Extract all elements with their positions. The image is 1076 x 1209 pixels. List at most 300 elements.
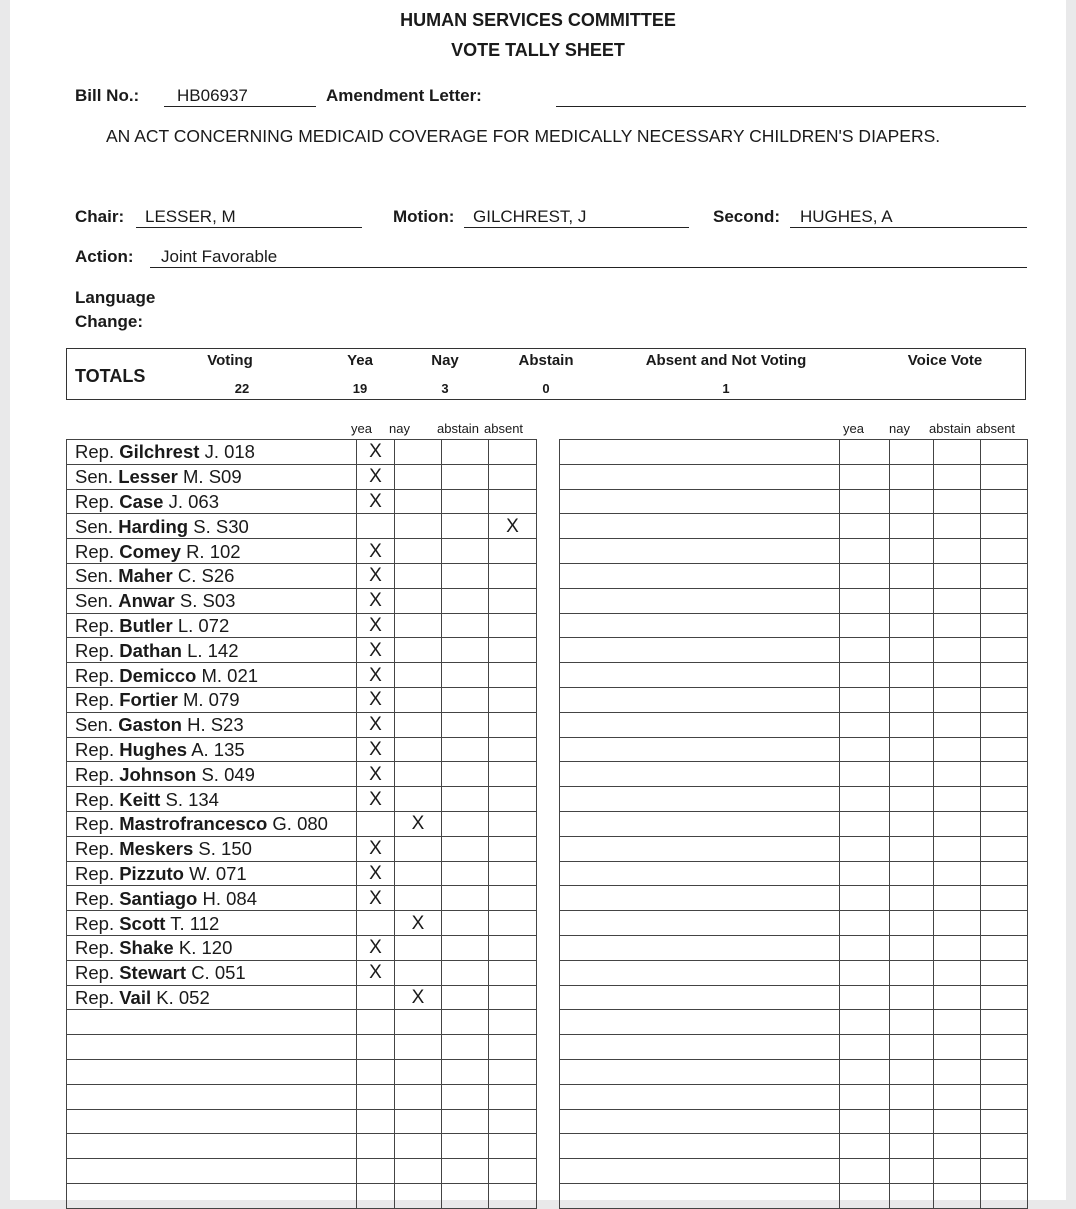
abstain-cell [442, 687, 489, 712]
nay-cell [890, 588, 934, 613]
abstain-cell [934, 836, 981, 861]
action-underline [150, 267, 1027, 268]
chair-underline [136, 227, 362, 228]
name-cell [560, 440, 840, 465]
member-last-name: Keitt [119, 788, 161, 810]
member-row [67, 638, 537, 663]
nay-cell [890, 440, 934, 465]
abstain-cell [442, 811, 489, 836]
abstain-cell [442, 935, 489, 960]
member-last-name: Dathan [119, 639, 182, 661]
abstain-cell [934, 935, 981, 960]
member-row [67, 613, 537, 638]
name-cell [560, 1010, 840, 1035]
member-initial-district: J. 018 [204, 441, 255, 463]
motion-underline [464, 227, 689, 228]
language-change-label-2: Change: [75, 312, 143, 331]
yea-cell [840, 762, 890, 787]
nay-cell [890, 712, 934, 737]
abstain-cell [442, 539, 489, 564]
nay-cell [395, 489, 442, 514]
member-row [67, 440, 537, 465]
abstain-cell [442, 886, 489, 911]
member-name-cell [67, 811, 357, 836]
member-row [67, 514, 537, 539]
nay-cell [890, 762, 934, 787]
vote-mark: X [369, 540, 382, 562]
yea-cell [840, 712, 890, 737]
vote-mark: X [369, 490, 382, 512]
abstain-cell [442, 1109, 489, 1134]
abstain-cell [442, 737, 489, 762]
blank-row [560, 811, 1028, 836]
nay-cell [395, 1010, 442, 1035]
absent-cell [489, 1183, 537, 1208]
abstain-cell [934, 811, 981, 836]
absent-cell [981, 762, 1028, 787]
yea-cell [840, 663, 890, 688]
member-name-cell [67, 440, 357, 465]
abstain-total: 0 [542, 381, 550, 396]
name-cell [560, 960, 840, 985]
member-prefix: Rep. [75, 813, 115, 835]
language-change-label-1: Language [75, 288, 156, 307]
absent-cell [489, 960, 537, 985]
absent-cell [489, 712, 537, 737]
yea-cell [840, 464, 890, 489]
blank-row [560, 489, 1028, 514]
member-prefix: Rep. [75, 962, 115, 984]
nay-cell [395, 1035, 442, 1060]
nay-cell [395, 787, 442, 812]
member-last-name: Johnson [119, 763, 197, 785]
nay-cell [395, 1159, 442, 1184]
member-initial-district: T. 112 [170, 912, 220, 934]
nay-cell [395, 613, 442, 638]
absent-cell [981, 1010, 1028, 1035]
absent-cell [489, 638, 537, 663]
blank-row [560, 886, 1028, 911]
nay-cell [890, 1084, 934, 1109]
member-row [67, 712, 537, 737]
abstain-cell [934, 539, 981, 564]
abstain-cell [442, 663, 489, 688]
abstain-cell [934, 985, 981, 1010]
abstain-cell [442, 836, 489, 861]
nay-cell [890, 911, 934, 936]
yea-cell [840, 960, 890, 985]
member-name-cell [67, 836, 357, 861]
absent-cell [981, 960, 1028, 985]
abstain-cell [934, 886, 981, 911]
abstain-cell [442, 1159, 489, 1184]
nay-cell [890, 464, 934, 489]
abstain-cell [442, 1084, 489, 1109]
yea-cell [840, 514, 890, 539]
name-cell [560, 886, 840, 911]
abstain-cell [442, 440, 489, 465]
member-prefix: Rep. [75, 838, 115, 860]
yea-cell [840, 613, 890, 638]
nay-cell [395, 687, 442, 712]
member-last-name: Lesser [118, 466, 178, 488]
nay-cell [395, 464, 442, 489]
name-cell [560, 687, 840, 712]
vote-mark: X [411, 912, 425, 934]
yea-cell [357, 811, 395, 836]
yea-cell [357, 663, 395, 688]
member-prefix: Rep. [75, 763, 115, 785]
right-yea-col-header: yea [843, 421, 864, 436]
name-cell [560, 737, 840, 762]
yea-cell [840, 787, 890, 812]
absent-cell [489, 539, 537, 564]
member-initial-district: M. 079 [182, 689, 240, 711]
member-last-name: Hughes [119, 738, 188, 760]
name-cell [560, 1035, 840, 1060]
nay-cell [890, 638, 934, 663]
abstain-cell [442, 563, 489, 588]
yea-cell [357, 440, 395, 465]
yea-cell [840, 836, 890, 861]
vote-mark: X [369, 937, 382, 959]
member-row [67, 1010, 537, 1035]
member-prefix: Rep. [75, 664, 115, 686]
member-prefix: Rep. [75, 614, 115, 636]
absent-cell [489, 762, 537, 787]
member-prefix: Rep. [75, 937, 115, 959]
member-prefix: Rep. [75, 490, 115, 512]
name-cell [560, 861, 840, 886]
abstain-cell [934, 737, 981, 762]
abstain-cell [934, 787, 981, 812]
nay-cell [890, 663, 934, 688]
abstain-cell [442, 588, 489, 613]
yea-cell [840, 1084, 890, 1109]
absent-total: 1 [722, 381, 730, 396]
sheet-title: VOTE TALLY SHEET [451, 40, 625, 60]
absent-cell [489, 836, 537, 861]
member-initial-district: K. 120 [178, 937, 233, 959]
member-prefix: Rep. [75, 788, 115, 810]
absent-cell [981, 911, 1028, 936]
absent-cell [981, 1035, 1028, 1060]
name-cell [560, 811, 840, 836]
vote-mark: X [369, 714, 382, 736]
abstain-cell [934, 440, 981, 465]
nay-cell [395, 762, 442, 787]
absent-cell [981, 440, 1028, 465]
yea-cell [840, 861, 890, 886]
absent-cell [489, 1059, 537, 1084]
name-cell [560, 539, 840, 564]
member-prefix: Sen. [75, 565, 114, 587]
absent-cell [489, 935, 537, 960]
member-name-cell [67, 663, 357, 688]
member-last-name: Shake [119, 937, 174, 959]
abstain-cell [442, 1183, 489, 1208]
nay-cell [395, 1084, 442, 1109]
yea-cell [357, 935, 395, 960]
blank-row [560, 911, 1028, 936]
member-last-name: Harding [118, 515, 189, 537]
yea-cell [357, 1183, 395, 1208]
abstain-cell [934, 1059, 981, 1084]
member-row [67, 861, 537, 886]
nay-cell [890, 489, 934, 514]
member-name-cell [67, 687, 357, 712]
member-name-cell [67, 935, 357, 960]
absent-cell [489, 588, 537, 613]
absent-cell [489, 861, 537, 886]
yea-cell [840, 1183, 890, 1208]
vote-mark: X [369, 763, 382, 785]
member-last-name: Comey [119, 540, 181, 562]
vote-mark: X [369, 466, 382, 488]
absent-cell [981, 1059, 1028, 1084]
member-name-cell [67, 886, 357, 911]
member-initial-district: S. S03 [179, 590, 236, 612]
abstain-cell [442, 613, 489, 638]
vote-mark: X [369, 664, 382, 686]
yea-cell [840, 911, 890, 936]
amendment-label: Amendment Letter: [326, 86, 482, 105]
member-row [67, 1109, 537, 1134]
nay-cell [395, 563, 442, 588]
nay-cell [890, 1134, 934, 1159]
absent-cell [489, 489, 537, 514]
yea-cell [840, 811, 890, 836]
name-cell [560, 1109, 840, 1134]
absent-cell [489, 687, 537, 712]
name-cell [560, 588, 840, 613]
absent-cell [489, 787, 537, 812]
absent-cell [489, 613, 537, 638]
absent-cell [981, 489, 1028, 514]
totals-label: TOTALS [75, 366, 146, 386]
yea-cell [840, 1134, 890, 1159]
yea-cell [357, 1159, 395, 1184]
abstain-cell [934, 1183, 981, 1208]
absent-cell [489, 1159, 537, 1184]
member-last-name: Demicco [119, 664, 197, 686]
member-initial-district: C. 051 [191, 962, 246, 984]
yea-cell [357, 762, 395, 787]
vote-mark: X [369, 962, 382, 984]
member-name-cell [67, 563, 357, 588]
nay-cell [890, 787, 934, 812]
absent-header: Absent and Not Voting [645, 352, 807, 369]
member-row [67, 1059, 537, 1084]
nay-cell [890, 836, 934, 861]
member-name-cell [67, 613, 357, 638]
amendment-underline [556, 106, 1026, 107]
name-cell [560, 911, 840, 936]
vote-mark: X [369, 689, 382, 711]
absent-cell [489, 911, 537, 936]
yea-cell [840, 1010, 890, 1035]
member-name-cell [67, 588, 357, 613]
bill-no-label: Bill No.: [75, 86, 140, 105]
absent-cell [489, 563, 537, 588]
yea-cell [840, 737, 890, 762]
absent-cell [489, 811, 537, 836]
absent-cell [981, 1084, 1028, 1109]
yea-cell [840, 539, 890, 564]
nay-cell [890, 1035, 934, 1060]
member-initial-district: K. 052 [156, 986, 210, 1008]
absent-cell [981, 836, 1028, 861]
member-last-name: Meskers [119, 838, 194, 860]
yea-cell [357, 1134, 395, 1159]
abstain-cell [934, 638, 981, 663]
vote-mark: X [369, 614, 382, 636]
nay-cell [395, 539, 442, 564]
yea-cell [840, 687, 890, 712]
nay-cell [395, 886, 442, 911]
member-prefix: Rep. [75, 887, 115, 909]
abstain-cell [934, 960, 981, 985]
member-name-cell [67, 539, 357, 564]
member-initial-district: A. 135 [191, 738, 245, 760]
yea-cell [357, 1084, 395, 1109]
second-underline [790, 227, 1027, 228]
nay-cell [890, 1109, 934, 1134]
yea-cell [357, 861, 395, 886]
member-initial-district: W. 071 [189, 862, 247, 884]
abstain-cell [934, 712, 981, 737]
blank-row [560, 1109, 1028, 1134]
absent-cell [489, 737, 537, 762]
nay-cell [395, 440, 442, 465]
abstain-cell [442, 1035, 489, 1060]
action-label: Action: [75, 247, 134, 266]
vote-mark: X [506, 515, 519, 537]
member-name-cell [67, 985, 357, 1010]
yea-cell [840, 489, 890, 514]
abstain-cell [934, 1010, 981, 1035]
yea-cell [357, 960, 395, 985]
name-cell [560, 638, 840, 663]
yea-cell [357, 985, 395, 1010]
committee-title: HUMAN SERVICES COMMITTEE [400, 10, 676, 30]
yea-cell [357, 514, 395, 539]
absent-cell [981, 539, 1028, 564]
nay-cell [890, 861, 934, 886]
bill-no-value: HB06937 [177, 86, 248, 105]
blank-row [560, 836, 1028, 861]
abstain-header: Abstain [518, 352, 574, 369]
absent-cell [489, 1010, 537, 1035]
abstain-cell [934, 663, 981, 688]
abstain-cell [442, 489, 489, 514]
member-prefix: Rep. [75, 689, 115, 711]
member-name-cell [67, 712, 357, 737]
vote-mark: X [369, 441, 382, 463]
absent-cell [981, 861, 1028, 886]
right-absent-col-header: absent [976, 421, 1016, 436]
blank-row [560, 1084, 1028, 1109]
nay-cell [395, 836, 442, 861]
yea-cell [840, 588, 890, 613]
vote-mark: X [369, 565, 382, 587]
yea-cell [840, 1159, 890, 1184]
blank-row [560, 563, 1028, 588]
vote-mark: X [369, 838, 382, 860]
member-initial-district: H. S23 [187, 714, 244, 736]
abstain-cell [442, 514, 489, 539]
abstain-cell [934, 489, 981, 514]
member-name-cell [67, 1109, 357, 1134]
member-initial-district: L. 142 [187, 639, 239, 661]
yea-cell [357, 638, 395, 663]
abstain-cell [934, 514, 981, 539]
vote-mark: X [411, 813, 425, 835]
right-vote-table [559, 439, 1028, 1209]
member-row [67, 836, 537, 861]
nay-cell [890, 886, 934, 911]
absent-cell [981, 1159, 1028, 1184]
blank-row [560, 663, 1028, 688]
nay-cell [890, 935, 934, 960]
blank-row [560, 861, 1028, 886]
member-name-cell [67, 1134, 357, 1159]
name-cell [560, 464, 840, 489]
member-initial-district: H. 084 [202, 887, 257, 909]
nay-cell [395, 1183, 442, 1208]
motion-value: GILCHREST, J [473, 207, 587, 226]
nay-cell [890, 563, 934, 588]
abstain-cell [442, 861, 489, 886]
abstain-cell [934, 1134, 981, 1159]
member-row [67, 687, 537, 712]
nay-cell [395, 712, 442, 737]
member-name-cell [67, 1035, 357, 1060]
member-name-cell [67, 638, 357, 663]
yea-cell [357, 539, 395, 564]
absent-cell [489, 1084, 537, 1109]
abstain-cell [934, 563, 981, 588]
yea-cell [840, 638, 890, 663]
absent-cell [489, 514, 537, 539]
member-last-name: Maher [118, 565, 173, 587]
yea-cell [357, 1010, 395, 1035]
member-name-cell [67, 737, 357, 762]
name-cell [560, 1159, 840, 1184]
blank-row [560, 737, 1028, 762]
yea-cell [357, 563, 395, 588]
member-row [67, 886, 537, 911]
member-name-cell [67, 1183, 357, 1208]
member-prefix: Sen. [75, 714, 114, 736]
name-cell [560, 762, 840, 787]
blank-row [560, 1134, 1028, 1159]
nay-header: Nay [431, 352, 459, 369]
nay-cell [395, 588, 442, 613]
second-label: Second: [713, 207, 781, 226]
abstain-cell [934, 464, 981, 489]
member-name-cell [67, 489, 357, 514]
abstain-cell [934, 1084, 981, 1109]
nay-cell [395, 960, 442, 985]
member-last-name: Stewart [119, 962, 187, 984]
abstain-cell [442, 787, 489, 812]
bill-no-underline [164, 106, 316, 107]
blank-row [560, 1059, 1028, 1084]
absent-cell [981, 588, 1028, 613]
member-name-cell [67, 1010, 357, 1035]
yea-cell [840, 563, 890, 588]
